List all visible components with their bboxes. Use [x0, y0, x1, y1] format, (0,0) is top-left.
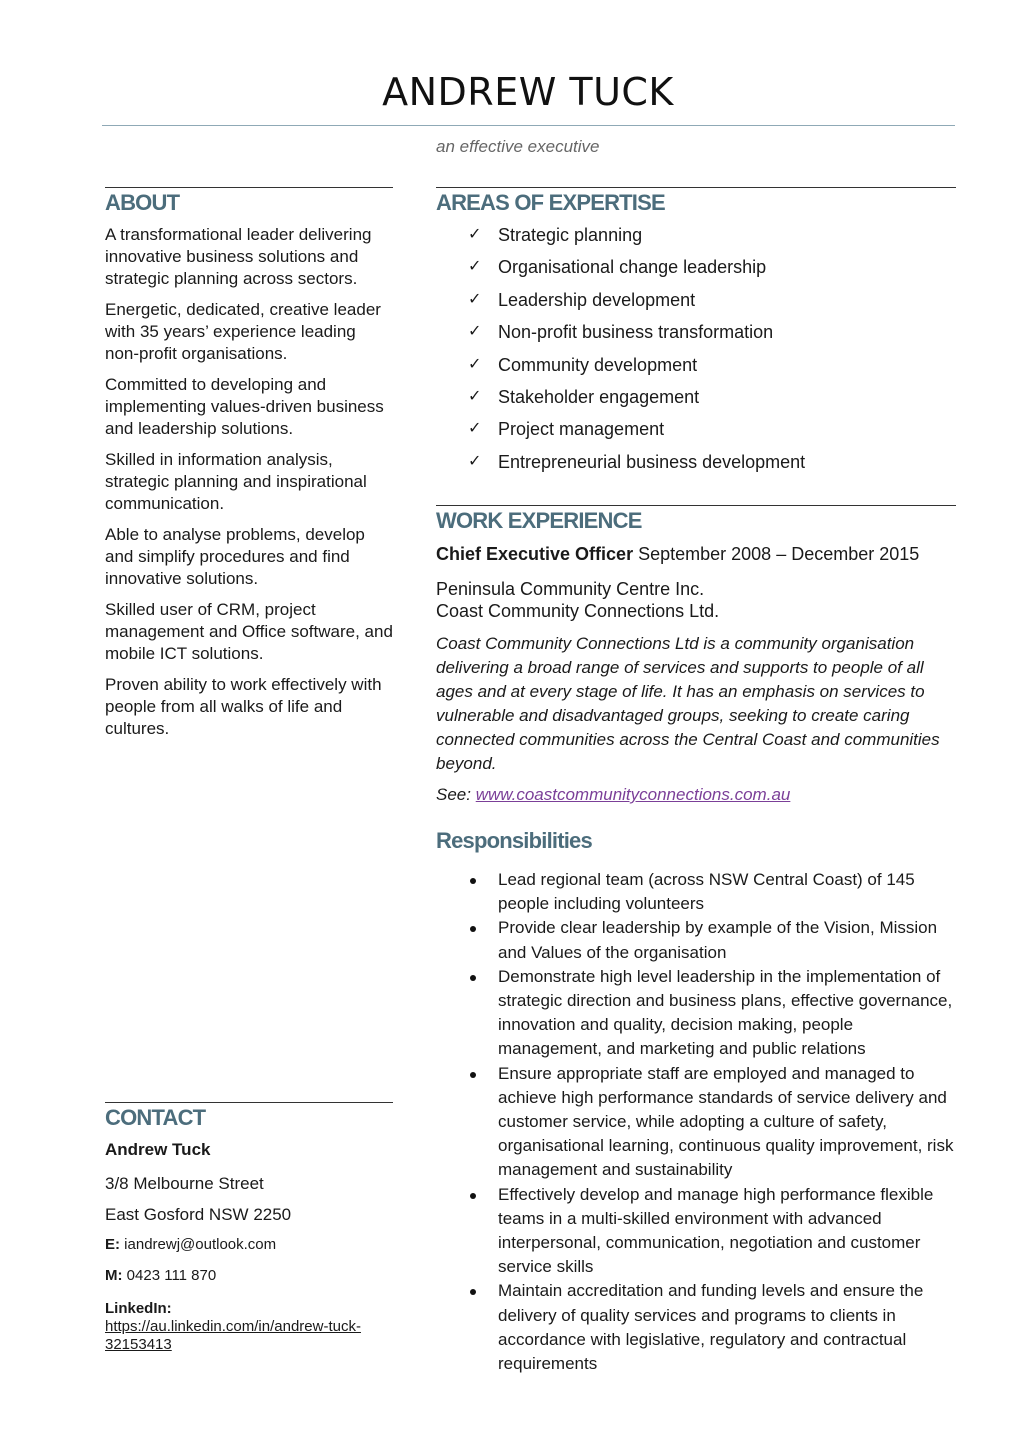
list-item: [468, 1183, 956, 1280]
checkmark-icon: ✓: [468, 258, 482, 276]
about-paragraph: Skilled in information analysis, strategic planning and inspirational communication.: [105, 450, 367, 513]
title-divider: [102, 125, 955, 126]
responsibilities-list: [436, 868, 956, 1376]
contact-name: Andrew Tuck: [105, 1140, 211, 1159]
responsibility-text: Demonstrate high level leadership in the implementation of strategic direction and business plans, effective governance, innovation and quality, decision making, people management, and marketing and public relations: [498, 966, 953, 1059]
email-value[interactable]: iandrewj@outlook.com: [124, 1236, 277, 1253]
about-paragraph: Energetic, dedicated, creative leader with 35 years’ experience leading non-profit organisations.: [105, 300, 381, 363]
organisation-description: Coast Community Connections Ltd is a community organisation delivering a broad range of services and supports to people of all ages and at every stage of life. It has an emphasis on services to vulnerable and disadvantaged groups, seeking to create caring connected communities across the Central Coast and communities beyond.: [436, 634, 940, 773]
expertise-heading: AREAS OF EXPERTISE: [436, 190, 665, 215]
list-item: [468, 1062, 956, 1183]
responsibility-text: Ensure appropriate staff are employed and managed to achieve high performance standards of service delivery and customer service, while adopting a culture of safety, organisational learning, continuous quality improvement, risk management and sustainability: [498, 1063, 954, 1180]
checkmark-icon: ✓: [468, 323, 482, 341]
checkmark-icon: ✓: [468, 452, 482, 470]
bullet-icon: [470, 926, 476, 932]
contact-heading: CONTACT: [105, 1105, 206, 1130]
section-divider: [105, 1102, 393, 1103]
contact-address-line2: East Gosford NSW 2250: [105, 1205, 292, 1224]
see-line: [436, 784, 956, 806]
responsibilities-heading: Responsibilities: [436, 828, 592, 853]
linkedin-label: LinkedIn:: [105, 1300, 172, 1317]
list-item: [468, 916, 956, 964]
about-paragraph: Proven ability to work effectively with people from all walks of life and cultures.: [105, 675, 382, 738]
responsibility-text: Maintain accreditation and funding levels and ensure the delivery of quality services and programs to clients in accordance with legislative, regulatory and contractual requirements: [498, 1281, 924, 1374]
list-item: [468, 451, 956, 473]
org-line2: Coast Community Connections Ltd.: [436, 601, 720, 621]
job-line: [436, 542, 956, 566]
bullet-icon: [470, 1289, 476, 1295]
linkedin-link[interactable]: https://au.linkedin.com/in/andrew-tuck-32153413: [105, 1318, 361, 1353]
section-divider: [436, 187, 956, 188]
bullet-icon: [470, 1072, 476, 1078]
org-line1: Peninsula Community Centre Inc.: [436, 579, 705, 599]
responsibility-text: Provide clear leadership by example of the Vision, Mission and Values of the organisation: [498, 918, 938, 962]
section-divider: [436, 505, 956, 506]
checkmark-icon: ✓: [468, 387, 482, 405]
list-item: [468, 386, 956, 408]
mobile-value: 0423 111 870: [126, 1267, 217, 1284]
bullet-icon: [470, 1193, 476, 1199]
checkmark-icon: ✓: [468, 226, 482, 243]
list-item: [468, 321, 956, 343]
list-item: [468, 418, 956, 440]
email-label: E:: [105, 1236, 120, 1253]
expertise-item: Non-profit business transformation: [498, 322, 774, 343]
about-paragraph: Skilled user of CRM, project management and Office software, and mobile ICT solutions.: [105, 600, 393, 663]
expertise-item: Entrepreneurial business development: [498, 451, 806, 472]
expertise-item: Stakeholder engagement: [498, 386, 700, 407]
about-paragraph: A transformational leader delivering innovative business solutions and strategic planning across sectors.: [105, 225, 372, 288]
see-label: See:: [436, 785, 471, 804]
expertise-section: [436, 187, 956, 483]
list-item: [468, 868, 956, 916]
contact-address-line1: 3/8 Melbourne Street: [105, 1174, 264, 1193]
expertise-list: [436, 224, 956, 473]
about-paragraph: Able to analyse problems, develop and simplify procedures and find innovative solutions.: [105, 525, 365, 588]
checkmark-icon: ✓: [468, 420, 482, 438]
contact-email: [105, 1235, 393, 1255]
about-section: [105, 187, 393, 749]
work-heading: WORK EXPERIENCE: [436, 508, 642, 533]
expertise-item: Community development: [498, 354, 698, 375]
list-item: [468, 256, 956, 278]
about-heading: ABOUT: [105, 190, 180, 215]
mobile-label: M:: [105, 1267, 123, 1284]
contact-section: [105, 1102, 393, 1354]
contact-mobile: [105, 1266, 393, 1286]
expertise-item: Organisational change leadership: [498, 257, 767, 278]
list-item: [468, 289, 956, 311]
about-paragraph: Committed to developing and implementing values-driven business and leadership solutions.: [105, 375, 384, 438]
work-section: [436, 505, 956, 806]
responsibilities-section: [436, 828, 956, 1376]
checkmark-icon: ✓: [468, 290, 482, 308]
tagline: an effective executive: [436, 137, 600, 156]
bullet-icon: [470, 878, 476, 884]
bullet-icon: [470, 975, 476, 981]
page-title: ANDREW TUCK: [382, 70, 674, 114]
list-item: [468, 354, 956, 376]
expertise-item: Leadership development: [498, 289, 696, 310]
expertise-item: Project management: [498, 419, 665, 440]
checkmark-icon: ✓: [468, 355, 482, 373]
job-dates: September 2008 – December 2015: [638, 544, 920, 564]
list-item: [468, 965, 956, 1062]
website-link[interactable]: www.coastcommunityconnections.com.au: [475, 785, 791, 804]
job-title: Chief Executive Officer: [436, 544, 634, 564]
list-item: [468, 224, 956, 246]
responsibility-text: Effectively develop and manage high performance flexible teams in a multi-skilled environment with advanced interpersonal, communication, negotiation and customer service skills: [498, 1184, 934, 1277]
organisation: [436, 578, 956, 622]
section-divider: [105, 187, 393, 188]
list-item: [468, 1279, 956, 1376]
expertise-item: Strategic planning: [498, 225, 643, 245]
responsibility-text: Lead regional team (across NSW Central Coast) of 145 people including volunteers: [498, 870, 915, 914]
